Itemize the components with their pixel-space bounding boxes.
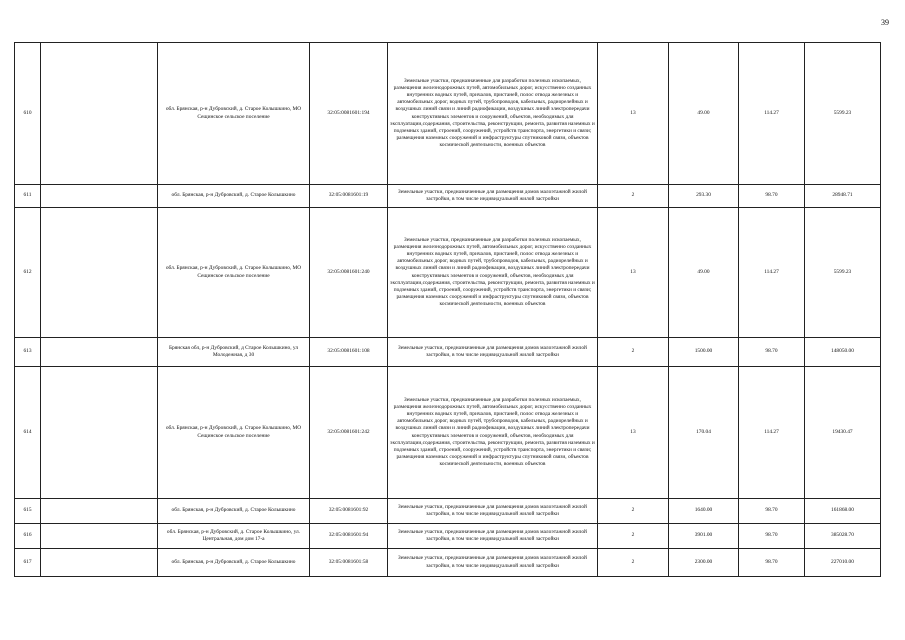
- group-cell: 13: [598, 367, 669, 499]
- land-use-cell: Земельные участки, предназначенные для разработки полезных ископаемых, размещения железнодорожных путей, автомобильных дорог, искусственно созданных внутренних водных путей, причалов, пристаней, полос отвода железных и автомобильных дорог, водных путей, трубопроводов, кабельных, радиорелейных и воздушных линий связи и линий радиофикации, воздушных линий электропередачи конструктивных элементов и сооружений, объектов, необходимых для эксплуатации,содержания, строительства, реконструкции, ремонта, развития наземных и подземных зданий, строений, сооружений, устройств транспорта, энергетики и связи; размещения наземных сооружений и инфраструктуры спутниковой связи, объектов космической деятельности, военных объектов: [388, 367, 598, 499]
- address-cell: обл. Брянская, р-н Дубровский, д. Старое Колышкино: [158, 549, 310, 577]
- table-row: [15, 43, 881, 185]
- group-cell: 2: [598, 185, 669, 208]
- land-use-cell: Земельные участки, предназначенные для размещения домов малоэтажной жилой застройки, в том числе индивидуальной жилой застройки: [388, 185, 598, 208]
- address-cell: Брянская обл, р-н Дубровский, д Старое Колышкино, ул Молодежная, д 30: [158, 338, 310, 367]
- empty-cell: [41, 208, 158, 338]
- land-use-cell: Земельные участки, предназначенные для разработки полезных ископаемых, размещения железнодорожных путей, автомобильных дорог, искусственно созданных внутренних водных путей, причалов, пристаней, полос отвода железных и автомобильных дорог, водных путей, трубопроводов, кабельных, радиорелейных и воздушных линий связи и линий радиофикации, воздушных линий электропередачи конструктивных элементов и сооружений, объектов, необходимых для эксплуатации,содержания, строительства, реконструкции, ремонта, развития наземных и подземных зданий, строений, сооружений, устройств транспорта, энергетики и связи; размещения наземных сооружений и инфраструктуры спутниковой связи, объектов космической деятельности, военных объектов: [388, 208, 598, 338]
- cadastral-value-cell: 148050.00: [805, 338, 881, 367]
- land-use-cell: Земельные участки, предназначенные для размещения домов малоэтажной жилой застройки, в том числе индивидуальной жилой застройки: [388, 524, 598, 549]
- table-row: [15, 499, 881, 524]
- table-row: [15, 185, 881, 208]
- area-cell: 49.00: [669, 43, 739, 185]
- empty-cell: [41, 499, 158, 524]
- table-row: [15, 524, 881, 549]
- cadastral-number-cell: 32:05:0081601:242: [310, 367, 388, 499]
- rate-cell: 98.70: [739, 338, 805, 367]
- rate-cell: 114.27: [739, 367, 805, 499]
- group-cell: 2: [598, 524, 669, 549]
- cadastral-value-cell: 5599.23: [805, 208, 881, 338]
- land-plots-table: [14, 42, 881, 577]
- address-cell: обл. Брянская, р-н Дубровский, д. Старое Колышкино, МО Сещинское сельское поселение: [158, 43, 310, 185]
- cadastral-value-cell: 28948.71: [805, 185, 881, 208]
- rate-cell: 114.27: [739, 208, 805, 338]
- address-cell: обл. Брянская, р-н Дубровский, д. Старое Колышкино: [158, 499, 310, 524]
- land-use-cell: Земельные участки, предназначенные для размещения домов малоэтажной жилой застройки, в том числе индивидуальной жилой застройки: [388, 338, 598, 367]
- empty-cell: [41, 185, 158, 208]
- cadastral-value-cell: 385028.70: [805, 524, 881, 549]
- empty-cell: [41, 367, 158, 499]
- group-cell: 2: [598, 549, 669, 577]
- empty-cell: [41, 524, 158, 549]
- table-body: [15, 43, 881, 577]
- group-cell: 2: [598, 499, 669, 524]
- rate-cell: 98.70: [739, 549, 805, 577]
- cadastral-number-cell: 32:05:0081601:240: [310, 208, 388, 338]
- land-use-cell: Земельные участки, предназначенные для размещения домов малоэтажной жилой застройки, в том числе индивидуальной жилой застройки: [388, 549, 598, 577]
- table-row: [15, 549, 881, 577]
- table-row: [15, 208, 881, 338]
- cadastral-number-cell: 32:05:0081601:194: [310, 43, 388, 185]
- empty-cell: [41, 338, 158, 367]
- cadastral-value-cell: 5599.23: [805, 43, 881, 185]
- cadastral-value-cell: 161868.00: [805, 499, 881, 524]
- area-cell: 2300.00: [669, 549, 739, 577]
- area-cell: 170.04: [669, 367, 739, 499]
- rate-cell: 98.70: [739, 499, 805, 524]
- rate-cell: 98.70: [739, 524, 805, 549]
- table-row: [15, 367, 881, 499]
- group-cell: 13: [598, 208, 669, 338]
- group-cell: 13: [598, 43, 669, 185]
- area-cell: 1500.00: [669, 338, 739, 367]
- area-cell: 3901.00: [669, 524, 739, 549]
- row-number-cell: 610: [15, 43, 41, 185]
- empty-cell: [41, 43, 158, 185]
- group-cell: 2: [598, 338, 669, 367]
- address-cell: обл. Брянская, р-н Дубровский, д. Старое Колышкино, ул. Центральная, дом дом 17-а: [158, 524, 310, 549]
- cadastral-number-cell: 32:05:0081601:92: [310, 499, 388, 524]
- row-number-cell: 614: [15, 367, 41, 499]
- address-cell: обл. Брянская, р-н Дубровский, д. Старое Колышкино: [158, 185, 310, 208]
- rate-cell: 98.70: [739, 185, 805, 208]
- row-number-cell: 611: [15, 185, 41, 208]
- row-number-cell: 613: [15, 338, 41, 367]
- cadastral-number-cell: 32:05:0081601:58: [310, 549, 388, 577]
- cadastral-value-cell: 227010.00: [805, 549, 881, 577]
- row-number-cell: 617: [15, 549, 41, 577]
- address-cell: обл. Брянская, р-н Дубровский, д. Старое Колышкино, МО Сещинское сельское поселение: [158, 208, 310, 338]
- area-cell: 1640.00: [669, 499, 739, 524]
- row-number-cell: 616: [15, 524, 41, 549]
- cadastral-number-cell: 32:05:0081601:19: [310, 185, 388, 208]
- cadastral-value-cell: 19430.47: [805, 367, 881, 499]
- land-use-cell: Земельные участки, предназначенные для размещения домов малоэтажной жилой застройки, в том числе индивидуальной жилой застройки: [388, 499, 598, 524]
- land-use-cell: Земельные участки, предназначенные для разработки полезных ископаемых, размещения железнодорожных путей, автомобильных дорог, искусственно созданных внутренних водных путей, причалов, пристаней, полос отвода железных и автомобильных дорог, водных путей, трубопроводов, кабельных, радиорелейных и воздушных линий связи и линий радиофикации, воздушных линий электропередачи конструктивных элементов и сооружений, объектов, необходимых для эксплуатации,содержания, строительства, реконструкции, ремонта, развития наземных и подземных зданий, строений, сооружений, устройств транспорта, энергетики и связи; размещения наземных сооружений и инфраструктуры спутниковой связи, объектов космической деятельности, военных объектов: [388, 43, 598, 185]
- cadastral-number-cell: 32:05:0081601:108: [310, 338, 388, 367]
- page-number: 39: [881, 18, 889, 27]
- address-cell: обл. Брянская, р-н Дубровский, д. Старое Колышкино, МО Сещинское сельское поселение: [158, 367, 310, 499]
- row-number-cell: 615: [15, 499, 41, 524]
- cadastral-number-cell: 32:05:0081601:94: [310, 524, 388, 549]
- empty-cell: [41, 549, 158, 577]
- rate-cell: 114.27: [739, 43, 805, 185]
- table-row: [15, 338, 881, 367]
- area-cell: 293.30: [669, 185, 739, 208]
- row-number-cell: 612: [15, 208, 41, 338]
- area-cell: 49.00: [669, 208, 739, 338]
